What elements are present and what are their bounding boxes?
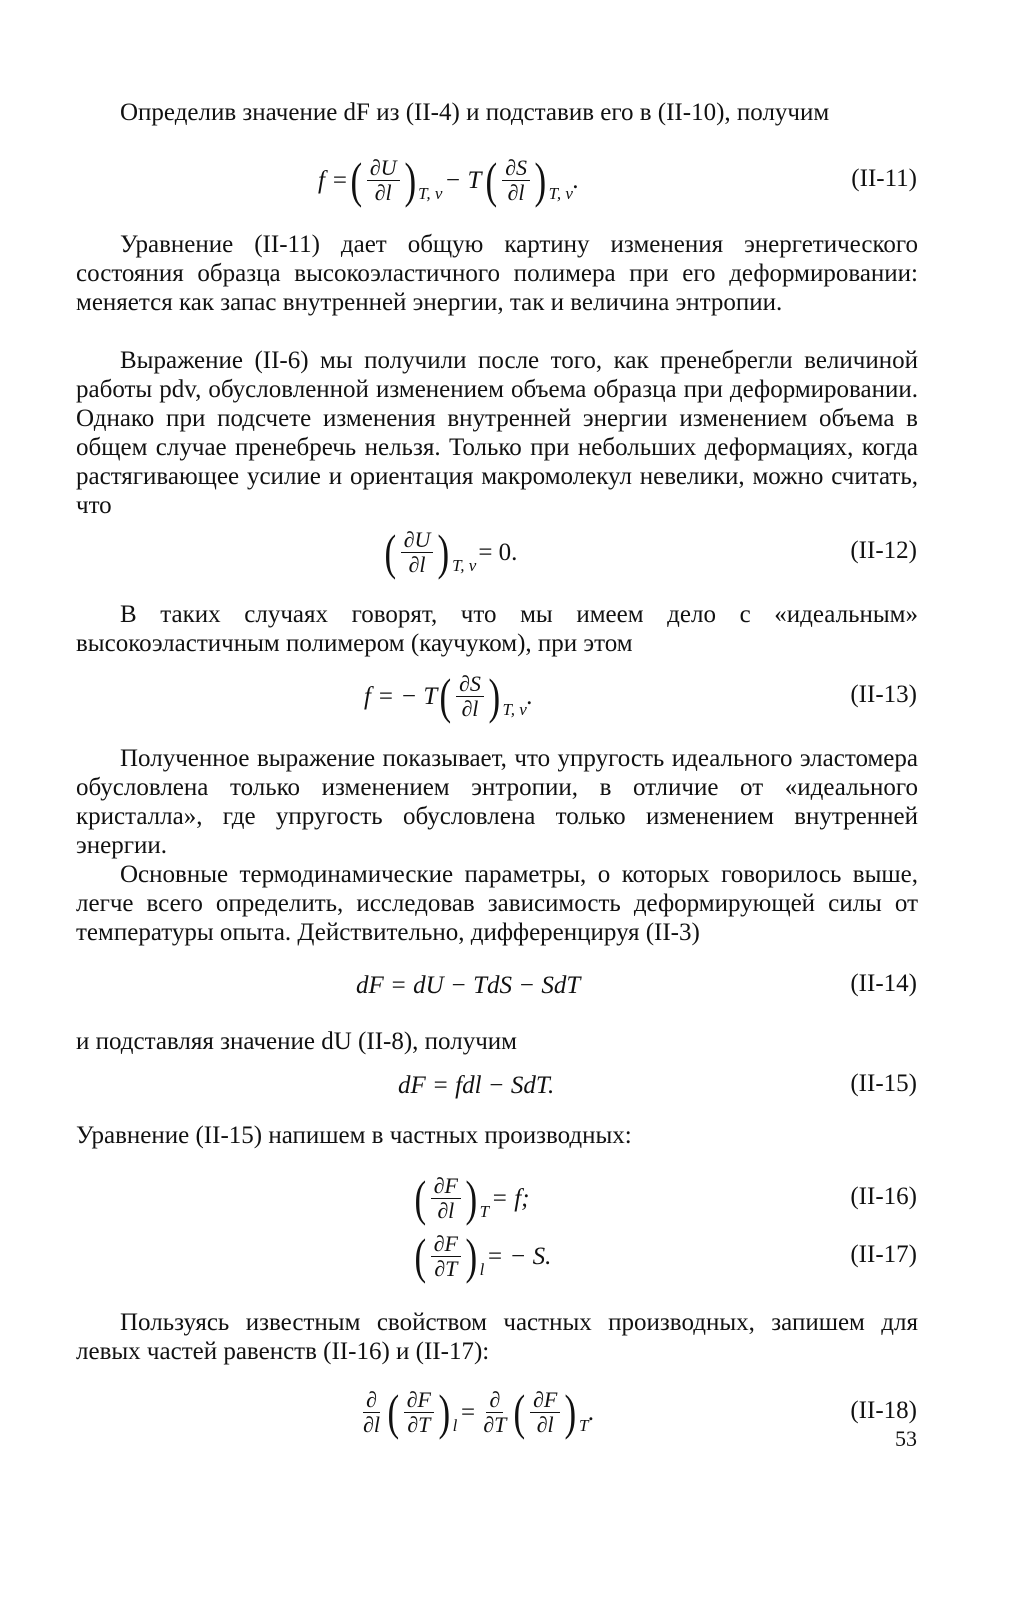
equation-II-18: $\frac{\partial}{\partial l}$ ( $\frac{\partial F}{\partial T}$ ) l = $\frac{\partial}{\partial T}$ ( $\frac{\partial F}{\partial l}$ ) T . (II-18) [0, 1382, 1015, 1442]
eq16-num1: ∂F [431, 1174, 461, 1199]
eq16-rhs: = f; [491, 1184, 530, 1212]
paragraph-9: Пользуясь известным свойством частных производных, запишем для левых частей равенств (II-16) и (II-17): [76, 1309, 918, 1365]
eq13-sub1: T, v [502, 700, 527, 719]
eq11-end: . [572, 166, 580, 194]
eq11-den1: ∂l [374, 179, 392, 205]
eq15-body: dF = fdl − SdT. [398, 1071, 555, 1099]
eq13-lhs: f = − T [364, 682, 438, 710]
eq17-number: (II-17) [850, 1241, 917, 1268]
page-number: 53 [895, 1426, 917, 1451]
eq11-num2: ∂S [502, 156, 530, 181]
eq18-end: . [588, 1398, 595, 1426]
paragraph-6: Основные термодинамические параметры, о которых говорилось выше, легче всего определить, исследовав зависимость деформирующей силы от температуры опыта. Действительно, дифференцируя (II-3) [76, 861, 918, 946]
eq12-den1: ∂l [408, 551, 426, 577]
eq11-lhs: f = [318, 166, 349, 194]
paragraph-1: Определив значение dF из (II-4) и подставив его в (II-10), получим [120, 99, 830, 126]
paragraph-5: Полученное выражение показывает, что упругость идеального эластомера обусловлена только изменением энтропии, в отличие от «идеального кристалла», где упругость обусловлена только изменением внутренней энергии. [76, 745, 918, 859]
eq18-a-den: ∂l [363, 1411, 380, 1437]
equation-II-13: f = − T ( $\frac{\partial S}{\partial l}$ ) T, v . (II-13) [364, 668, 917, 724]
paragraph-7: и подставляя значение dU (II-8), получим [76, 1028, 517, 1055]
equation-II-12: ( $\frac{\partial U}{\partial l}$ ) T, v = 0. (II-12) [384, 524, 917, 580]
equation-II-17: ( $\frac{\partial F}{\partial T}$ ) l = − S. (II-17) [414, 1228, 917, 1284]
paragraph-8: Уравнение (II-15) напишем в частных производных: [76, 1122, 632, 1149]
eq18-a-num: ∂ [363, 1388, 380, 1413]
eq11-mid: − T [444, 166, 482, 194]
eq13-end: . [526, 682, 534, 710]
eq18-sub2: T [578, 1416, 589, 1435]
paragraph-2: Уравнение (II-11) дает общую картину изменения энергетического состояния образца высокоэластичного полимера при его деформировании: меняется как запас внутренней энергии, так и величина энтропии. [76, 231, 918, 316]
eq13-num1: ∂S [456, 672, 484, 697]
eq18-b-den: ∂T [483, 1411, 507, 1437]
eq18-den2: ∂l [536, 1411, 554, 1437]
eq11-sub1: T, v [418, 184, 443, 203]
eq17-rhs: = − S. [486, 1242, 552, 1270]
eq11-num1: ∂U [367, 156, 400, 181]
eq18-den1: ∂T [407, 1411, 431, 1437]
eq12-sub1: T, v [452, 556, 477, 575]
eq17-den1: ∂T [434, 1255, 458, 1281]
eq13-den1: ∂l [461, 695, 479, 721]
eq18-number: (II-18) [850, 1397, 917, 1424]
eq17-num1: ∂F [431, 1232, 461, 1257]
eq18-eq: = [459, 1398, 477, 1426]
equation-II-16: ( $\frac{\partial F}{\partial l}$ ) T = f; (II-16) [414, 1170, 917, 1226]
eq12-number: (II-12) [850, 537, 917, 564]
eq18-num2: ∂F [530, 1388, 560, 1413]
eq17-sub1: l [479, 1260, 485, 1279]
eq18-sub1: l [452, 1416, 458, 1435]
eq16-den1: ∂l [437, 1197, 455, 1223]
eq16-number: (II-16) [850, 1183, 917, 1210]
equation-II-15 [0, 1055, 1015, 1115]
eq18-num1: ∂F [404, 1388, 434, 1413]
eq13-number: (II-13) [850, 681, 917, 708]
eq15-number: (II-15) [850, 1070, 917, 1097]
eq11-den2: ∂l [507, 179, 525, 205]
eq14-body: dF = dU − TdS − SdT [356, 971, 581, 999]
eq16-sub1: T [479, 1202, 490, 1221]
eq11-sub2: T, v [548, 184, 573, 203]
eq12-rhs: = 0. [478, 538, 518, 566]
equation-II-14 [0, 955, 1015, 1015]
eq11-number: (II-11) [851, 165, 917, 192]
eq14-number: (II-14) [850, 970, 917, 997]
eq18-b-num: ∂ [486, 1388, 503, 1413]
paragraph-3: Выражение (II-6) мы получили после того, как пренебрегли величиной работы pdv, обусловленной изменением объема образца при деформировании. Однако при подсчете изменения внутренней энергии изменением объема в общем случае пренебречь нельзя. Только при небольших деформациях, когда растягивающее усилие и ориентация макромолекул невелики, можно считать, что [76, 347, 918, 519]
equation-II-11: f = ( $\frac{\partial U}{\partial l}$ ) T, v − T ( $\frac{\partial S}{\partial l}$ ) T, v . (II-11) [318, 152, 917, 208]
paragraph-4: В таких случаях говорят, что мы имеем дело с «идеальным» высокоэластичным полимером (каучуком), при этом [76, 601, 918, 657]
eq12-num1: ∂U [401, 528, 434, 553]
